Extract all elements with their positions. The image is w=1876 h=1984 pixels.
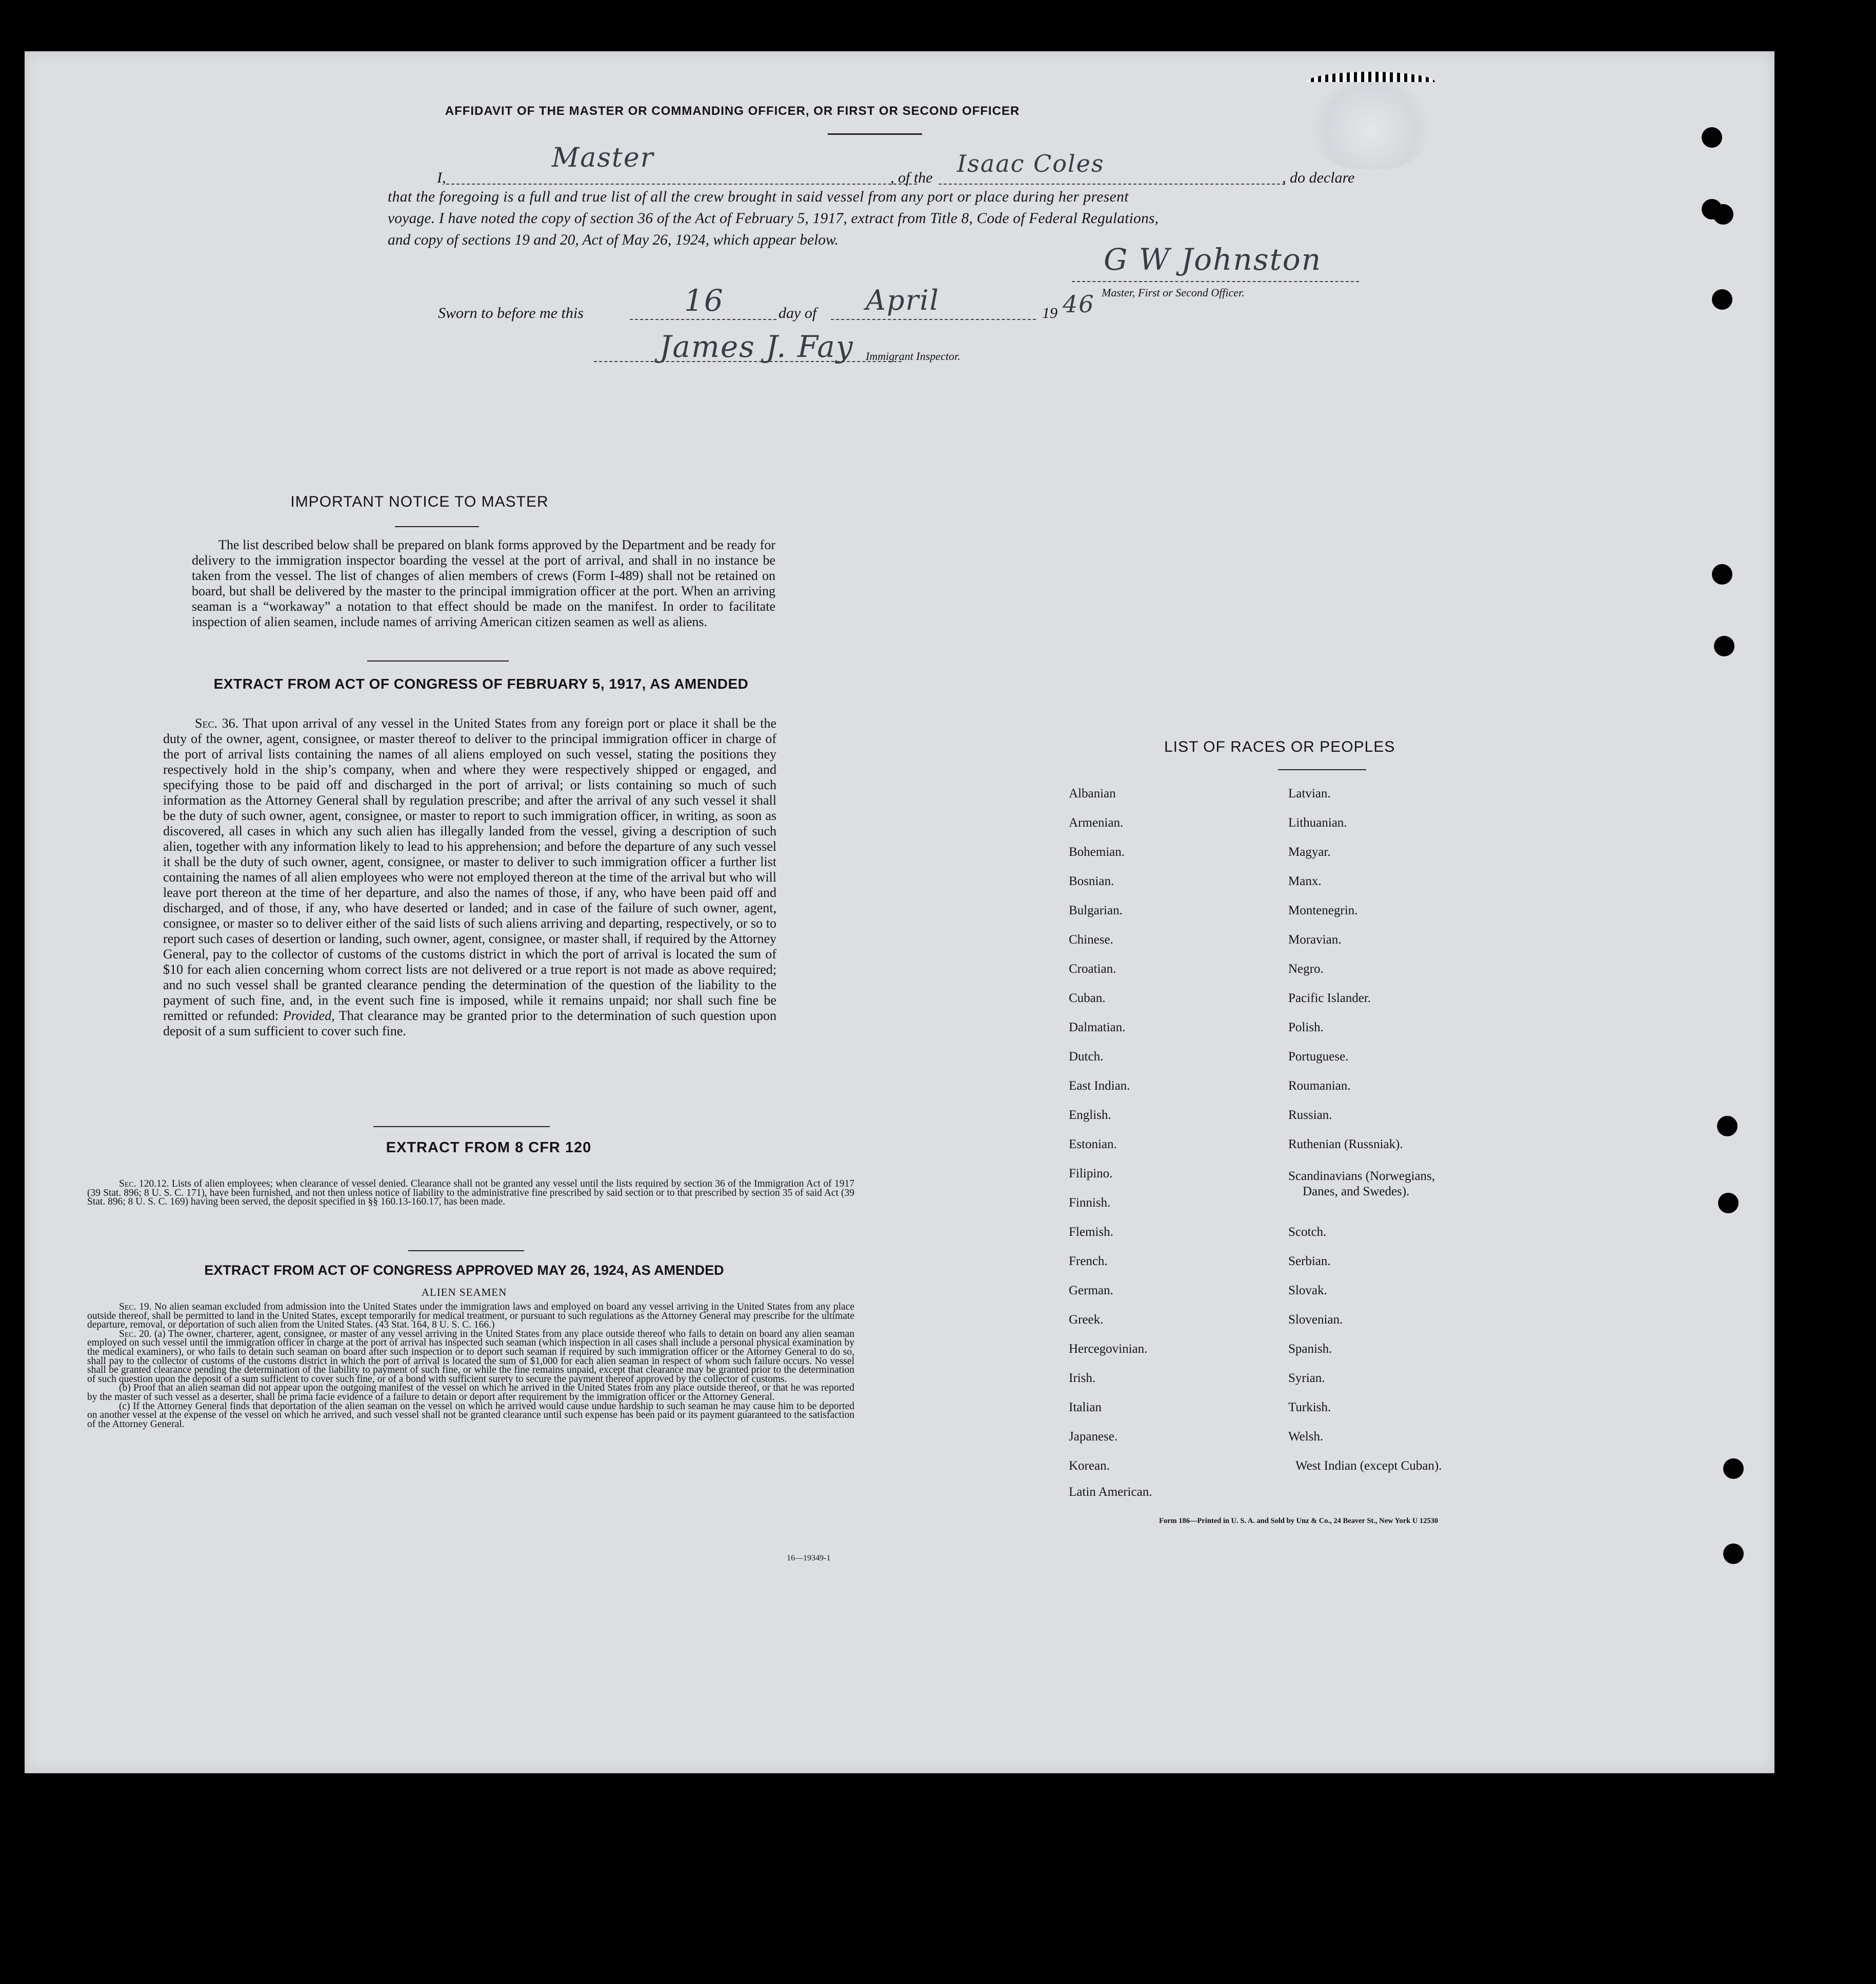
notice-bottom-rule [367, 660, 509, 662]
race-item: Scotch. [1288, 1225, 1327, 1239]
punch-hole [1713, 204, 1733, 225]
race-item: Latin American. [1069, 1485, 1152, 1499]
race-item: German. [1069, 1284, 1113, 1297]
handwritten-vessel-name: Isaac Coles [957, 150, 1105, 177]
race-item: Bohemian. [1069, 845, 1125, 859]
race-item: Pacific Islander. [1288, 991, 1371, 1005]
handwritten-year: 46 [1063, 290, 1095, 318]
extract-1917-title: EXTRACT FROM ACT OF CONGRESS OF FEBRUARY 5, 1917, AS AMENDED [213, 676, 749, 692]
race-item: Dalmatian. [1069, 1020, 1126, 1034]
race-item: Russian. [1288, 1108, 1332, 1122]
race-item: Hercegovinian. [1069, 1342, 1148, 1356]
name-dotline [446, 184, 917, 185]
race-item: Turkish. [1288, 1400, 1331, 1414]
race-item: Danes, and Swedes). [1303, 1185, 1410, 1198]
extract-cfr-text [87, 1179, 854, 1207]
provided-label: Provided, [283, 1008, 335, 1023]
form-code: 16—19349-1 [787, 1554, 831, 1562]
signature-caption: Master, First or Second Officer. [1102, 286, 1245, 299]
handwritten-month: April [866, 284, 940, 316]
race-item: West Indian (except Cuban). [1295, 1459, 1442, 1473]
punch-hole [1712, 289, 1732, 310]
punch-hole [1702, 127, 1722, 148]
extract-cfr-title: EXTRACT FROM 8 CFR 120 [386, 1139, 592, 1156]
race-item: Korean. [1069, 1459, 1110, 1473]
sec-20c-text: (c) If the Attorney General finds that deportation of the alien seaman on the vessel on which he arrived would cause undue hardship to such seaman he may cause him to be deported on another vessel at the expense of the vessel on which he arrived, and such vessel shall not be granted clearance until such expense has been paid or its payment guaranteed to the satisfaction of the Attorney General. [87, 1400, 854, 1430]
embossed-seal [1312, 72, 1430, 169]
race-item: Filipino. [1069, 1167, 1113, 1180]
race-item: Negro. [1288, 962, 1324, 976]
race-item: Croatian. [1069, 962, 1116, 976]
sec-19-paragraph [87, 1302, 854, 1330]
race-item: Cuban. [1069, 991, 1106, 1005]
race-item: Welsh. [1288, 1430, 1324, 1444]
race-item: Spanish. [1288, 1342, 1332, 1356]
race-item: Italian [1069, 1400, 1102, 1414]
extract-cfr-rule [408, 1250, 524, 1251]
race-item: Greek. [1069, 1313, 1104, 1327]
affidavit-title-text: AFFIDAVIT OF THE MASTER OR COMMANDING OFFICER, OR FIRST OR SECOND OFFICER [445, 104, 1020, 118]
sec-120-label: Sec. 120.12. [119, 1178, 169, 1189]
do-declare-label: , do declare [1282, 169, 1355, 186]
notice-rule [395, 526, 479, 527]
of-the-label: , of the [890, 169, 933, 186]
extract-1924-title: EXTRACT FROM ACT OF CONGRESS APPROVED MAY 26, 1924, AS AMENDED [204, 1262, 724, 1278]
race-item: Dutch. [1069, 1050, 1104, 1064]
extract-1924-subtitle: ALIEN SEAMEN [421, 1286, 507, 1298]
race-item: Bosnian. [1069, 874, 1114, 888]
race-item: Finnish. [1069, 1196, 1111, 1210]
race-item: Syrian. [1288, 1371, 1325, 1385]
race-item: Roumanian. [1288, 1079, 1351, 1093]
race-item: Montenegrin. [1288, 904, 1358, 917]
race-item: Latvian. [1288, 787, 1331, 800]
affidavit-line-2: that the foregoing is a full and true list of all the crew brought in said vessel from any port or place during her present [388, 189, 1129, 205]
punch-hole [1723, 1458, 1744, 1479]
race-item: Magyar. [1288, 845, 1331, 859]
sec-19-text: No alien seaman excluded from admission into the United States under the immigration laws and employed on board any vessel arriving in the United States from any place outside thereof, shall be permitted to land in the United States, except temporarily for medical treatment, or pursuant to such regulations as the Attorney General may prescribe for the ultimate departure, removal, or deportation of such alien from the United States. (43 Stat. 164, 8 U. S. C. 166.) [87, 1301, 855, 1331]
sec-20b-text: (b) Proof that an alien seaman did not appear upon the outgoing manifest of the vessel on which he arrived in the United States from any place outside thereof, or that he was reported by the master of such vessel as a deserter, shall be prima facie evidence of a failure to detain or deport after requirement by the immigration officer or the Attorney General. [87, 1382, 854, 1402]
seal-serrated-edge [1307, 72, 1435, 82]
race-item: Portuguese. [1288, 1050, 1349, 1064]
master-signature: G W Johnston [1104, 242, 1322, 277]
race-item: Armenian. [1069, 816, 1124, 830]
race-item: Scandinavians (Norwegians, [1288, 1169, 1435, 1183]
races-title: LIST OF RACES OR PEOPLES [1164, 738, 1395, 755]
sec-36-text: That upon arrival of any vessel in the United States from any foreign port or place it shall be the duty of the owner, agent, consignee, or master thereof to deliver to the principal immigration officer in charge of the port of arrival lists containing the names of all aliens employed on such vessel, stating the positions they respectively hold in the ship’s company, when and where they were respectively shipped or engaged, and specifying those to be paid off and discharged in the port of arrival; or lists containing so much of such information as the Attorney General shall by regulation prescribe; and after the arrival of any such vessel it shall be the duty of such owner, agent, consignee, or master to report to such immigration officer, in writing, as soon as discovered, all cases in which any such alien has illegally landed from the vessel, giving a description of such alien, together with any information likely to lead to his apprehension; and before the departure of any such vessel it shall be the duty of such owner, agent, consignee, or master to deliver to such immigration officer a further list containing the names of all alien employees who were not employed thereon at the time of the arrival but who will leave port thereon at the time of her departure, and also the names of those, if any, who have been paid off and discharged, and of those, if any, who have deserted or landed; and in case of the failure of such owner, agent, consignee, or master so to deliver either of the said lists of such aliens arriving and departing, respectively, or so to report such cases of desertion or landing, such owner, agent, consignee, or master shall, if required by the Attorney General, pay to the collector of customs of the customs district in which the port of arrival is located the sum of $10 for each alien concerning whom correct lists are not delivered or a true report is not made as above required; and no such vessel shall be granted clearance pending the determination of the question of the liability to the payment of such fine, and, in the event such fine is imposed, while it remains unpaid; nor shall such fine be remitted or refunded: [163, 716, 777, 1023]
race-item: Japanese. [1069, 1430, 1118, 1444]
signature-dotline [1072, 281, 1359, 282]
day-of-label: day of [779, 305, 817, 322]
sec-36-label: Sec. 36. [195, 716, 239, 731]
year-prefix: 19 [1042, 305, 1057, 322]
day-dotline [630, 319, 776, 320]
race-item: Slovenian. [1288, 1313, 1343, 1327]
punch-hole [1712, 564, 1732, 585]
race-item: Slovak. [1288, 1284, 1327, 1297]
punch-hole [1717, 1116, 1738, 1136]
extract-1924-text [87, 1302, 854, 1429]
race-item: Serbian. [1288, 1254, 1331, 1268]
sec-20a-text: (a) The owner, charterer, agent, consignee, or master of any vessel arriving in the United States from any place outside thereof who fails to detain on board any alien seaman employed on such vessel until the immigration officer in charge at the port of arrival has inspected such seaman (which inspection in all cases shall include a personal physical examination by the medical examiners), or who fails to detain such seaman on board after such inspection or to deport such seaman if required by such immigration officer or the Attorney General to do so, shall pay to the collector of customs of the customs district in which the port of arrival is located the sum of $1,000 for each alien seaman in respect of whom such failure occurs. No vessel shall be granted clearance pending the determination of the liability to payment of such fine, or while the fine remains unpaid, except that clearance may be granted prior to the determination of such question upon the deposit of a sum sufficient to cover such fine, or of a bond with sufficient surety to secure the payment thereof approved by the collector of customs. [87, 1328, 854, 1385]
sworn-label: Sworn to before me this [438, 305, 584, 322]
race-item: Estonian. [1069, 1137, 1117, 1151]
handwritten-master: Master [552, 143, 654, 173]
race-item: Irish. [1069, 1371, 1096, 1385]
title-underline [828, 133, 922, 135]
inspector-signature: James J. Fay [660, 329, 854, 364]
race-item: English. [1069, 1108, 1111, 1122]
inspector-caption: Immigrant Inspector. [866, 350, 961, 363]
punch-hole [1723, 1544, 1744, 1564]
race-item: Manx. [1288, 874, 1322, 888]
sec-19-label: Sec. 19. [119, 1301, 152, 1312]
race-item: Bulgarian. [1069, 904, 1123, 917]
notice-title: IMPORTANT NOTICE TO MASTER [290, 493, 549, 510]
sec-120-text: Lists of alien employees; when clearance of vessel denied. Clearance shall not be granted any vessel until the lists required by section 36 of the Immigration Act of 1917 (39 Stat. 896; 8 U. S. C. 171), have been furnished, and not then unless notice of liability to the administrative fine prescribed by said section or to that prescribed by section 35 of said Act (39 Stat. 896; 8 U. S. C. 169) having been served, the deposit specified in §§ 160.13-160.17, has been made. [87, 1178, 854, 1208]
race-item: East Indian. [1069, 1079, 1130, 1093]
races-rule [1278, 769, 1366, 770]
affidavit-line-4: and copy of sections 19 and 20, Act of May 26, 1924, which appear below. [388, 232, 839, 248]
extract-1917-rule [373, 1126, 550, 1127]
race-item: Flemish. [1069, 1225, 1113, 1239]
race-item: Chinese. [1069, 933, 1113, 947]
notice-paragraph: The list described below shall be prepared on blank forms approved by the Department and be ready for delivery to the immigration inspector boarding the vessel at the port of arrival, and shall in no instance be taken from the vessel. The list of changes of alien members of crews (Form I-489) shall not be retained on board, but shall be delivered by the master to the principal immigration officer at the port. When an arriving seaman is a “workaway” a notation to that effect should be made on the manifest. In order to facilitate inspection of alien seamen, include names of arriving American citizen seamen as well as aliens. [192, 537, 775, 629]
affidavit-title [25, 104, 1245, 118]
sec-36-proviso: That clearance may be granted prior to the determination of such question upon deposit of a sum sufficient to cover such fine. [163, 1008, 777, 1038]
race-item: Ruthenian (Russniak). [1288, 1137, 1403, 1151]
handwritten-day: 16 [684, 283, 724, 318]
punch-hole [1718, 1193, 1739, 1213]
document-page [25, 51, 1774, 1773]
sec-20-label: Sec. 20. [119, 1328, 152, 1339]
affidavit-line-3: voyage. I have noted the copy of section 36 of the Act of February 5, 1917, extract from Title 8, Code of Federal Regulations, [388, 210, 1159, 227]
sec-20a-paragraph [87, 1330, 854, 1384]
punch-hole [1714, 636, 1734, 656]
race-item: French. [1069, 1254, 1108, 1268]
vessel-dotline [939, 184, 1285, 185]
race-item: Lithuanian. [1288, 816, 1347, 830]
i-label: I, [437, 169, 446, 186]
race-item: Albanian [1069, 787, 1116, 800]
race-item: Polish. [1288, 1020, 1324, 1034]
month-dotline [831, 319, 1036, 320]
form-imprint: Form 186—Printed in U. S. A. and Sold by Unz & Co., 24 Beaver St., New York U 12530 [1159, 1517, 1439, 1525]
extract-1917-text [163, 716, 776, 1039]
race-item: Moravian. [1288, 933, 1342, 947]
